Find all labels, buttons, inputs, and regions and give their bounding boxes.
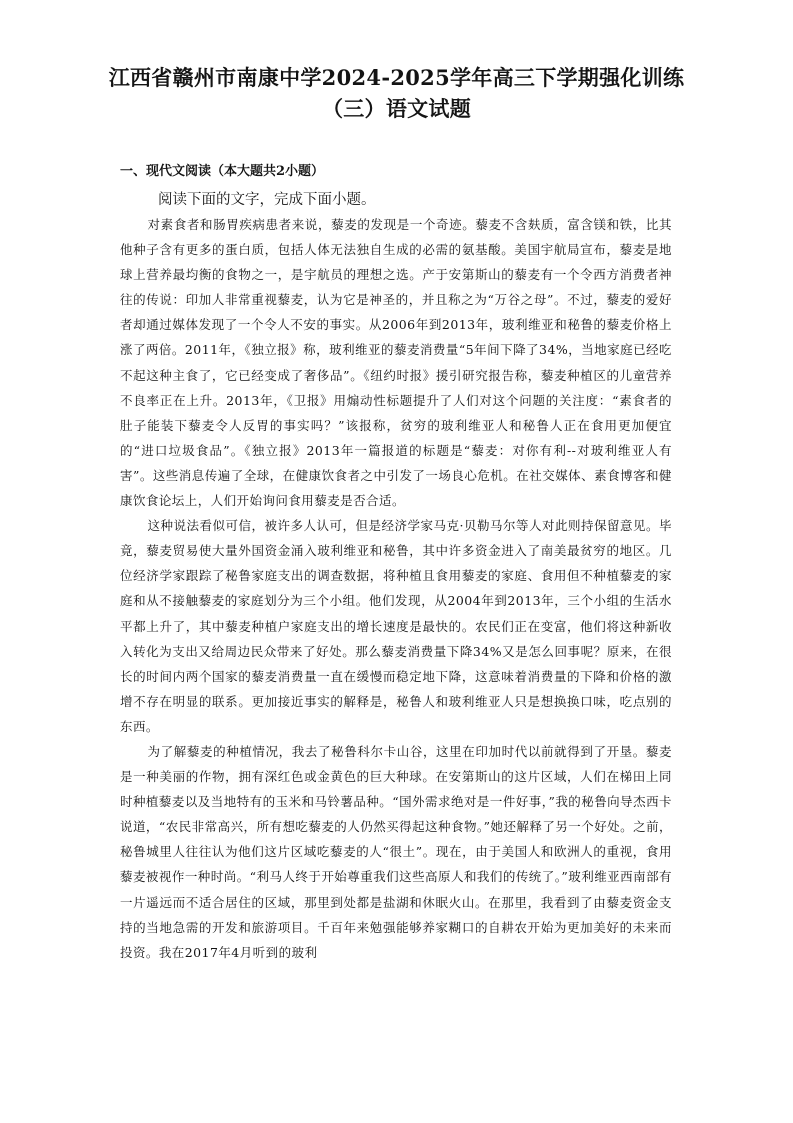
reading-passage: [120, 212, 672, 965]
section-heading: 一、现代文阅读（本大题共2小题）: [120, 164, 325, 179]
passage-paragraph-3: 为了解藜麦的种植情况，我去了秘鲁科尔卡山谷，这里在印加时代以前就得到了开垦。藜麦是一种美丽的作物，拥有深红色或金黄色的巨大种球。在安第斯山的这片区域，人们在梯田上同时种植藜麦以及当地特有的玉米和马铃薯品种。“国外需求绝对是一件好事，”我的秘鲁向导杰西卡说道，“农民非常高兴，所有想吃藜麦的人仍然买得起这种食物。”她还解释了另一个好处。之前，秘鲁城里人往往认为他们这片区域吃藜麦的人“很土”。现在，由于美国人和欧洲人的重视，食用藜麦被视作一种时尚。“利马人终于开始尊重我们这些高原人和我们的传统了。”玻利维亚西南部有一片遥远而不适合居住的区域，那里到处都是盐湖和休眠火山。在那里，我看到了由藜麦资金支持的当地急需的开发和旅游项目。千百年来勉强能够养家糊口的自耕农开始为更加美好的未来而投资。我在2017年4月听到的玻利: [120, 743, 672, 960]
page-title: 江西省赣州市南康中学2024-2025学年高三下学期强化训练（三）语文试题: [108, 65, 685, 121]
reading-instruction: 阅读下面的文字，完成下面小题。: [158, 192, 376, 208]
passage-paragraph-2: 这种说法看似可信，被许多人认可，但是经济学家马克·贝勒马尔等人对此则持保留意见。毕竟，藜麦贸易使大量外国资金涌入玻利维亚和秘鲁，其中许多资金进入了南美最贫穷的地区。几位经济学家跟踪了秘鲁家庭支出的调查数据，将种植且食用藜麦的家庭、食用但不种植藜麦的家庭和从不接触藜麦的家庭划分为三个小组。他们发现，从2004年到2013年，三个小组的生活水平都上升了，其中藜麦种植户家庭支出的增长速度是最快的。农民们正在变富，他们将这种新收入转化为支出又给周边民众带来了好处。那么藜麦消费量下降34%又是怎么回事呢？原来，在很长的时间内两个国家的藜麦消费量一直在缓慢而稳定地下降，这意味着消费量的下降和价格的激增不存在明显的联系。更加接近事实的解释是，秘鲁人和玻利维亚人只是想换换口味，吃点别的东西。: [120, 518, 672, 734]
passage-paragraph-1: 对素食者和肠胃疾病患者来说，藜麦的发现是一个奇迹。藜麦不含麸质，富含镁和铁，比其他种子含有更多的蛋白质，包括人体无法独自生成的必需的氨基酸。美国宇航局宣布，藜麦是地球上营养最均衡的食物之一，是宇航员的理想之选。产于安第斯山的藜麦有一个令西方消费者神往的传说：印加人非常重视藜麦，认为它是神圣的，并且称之为“万谷之母”。不过，藜麦的爱好者却通过媒体发现了一个令人不安的事实。从2006年到2013年，玻利维亚和秘鲁的藜麦价格上涨了两倍。2011年，《独立报》称，玻利维亚的藜麦消费量“5年间下降了34%，当地家庭已经吃不起这种主食了，它已经变成了奢侈品”。《纽约时报》援引研究报告称，藜麦种植区的儿童营养不良率正在上升。2013年，《卫报》用煽动性标题提升了人们对这个问题的关注度：“素食者的肚子能装下藜麦令人反胃的事实吗？”该报称，贫穷的玻利维亚人和秘鲁人正在食用更加便宜的“进口垃圾食品”。《独立报》2013年一篇报道的标题是“藜麦：对你有利--对玻利维亚人有害”。这些消息传遍了全球，在健康饮食者之中引发了一场良心危机。在社交媒体、素食博客和健康饮食论坛上，人们开始询问食用藜麦是否合适。: [120, 217, 672, 509]
